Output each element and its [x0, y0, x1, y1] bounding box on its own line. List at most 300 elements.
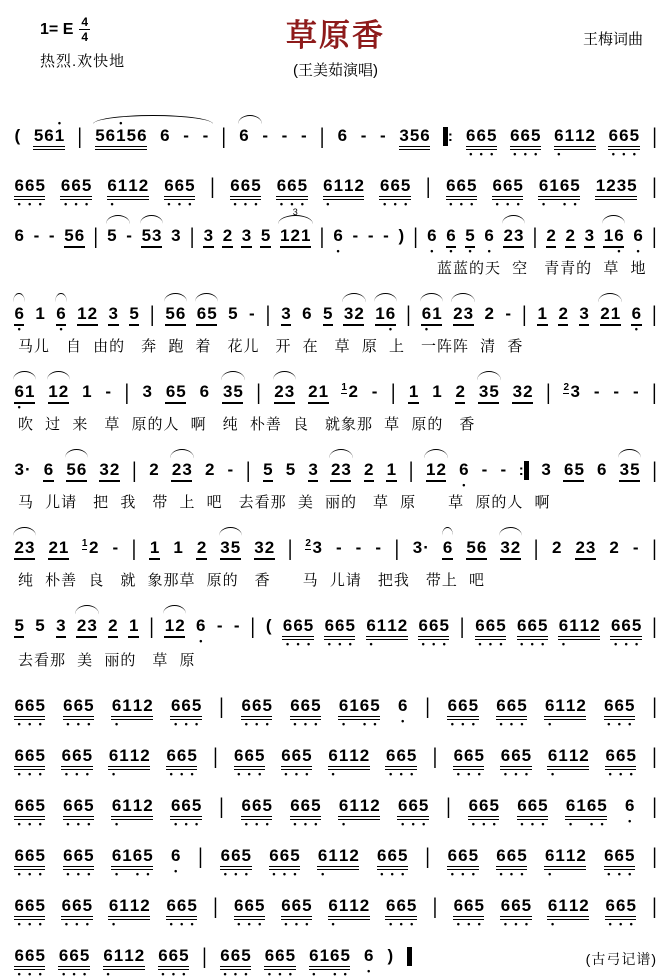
note-token — [14, 304, 24, 334]
note-token — [459, 460, 469, 490]
octave-dot-below: • — [244, 819, 248, 829]
slur-arc — [13, 371, 36, 381]
note-token — [546, 227, 556, 248]
note-token — [222, 227, 232, 248]
slur-arc — [13, 527, 36, 537]
note-group — [475, 616, 506, 649]
octave-dot-below: • — [265, 719, 269, 729]
barline: | — [131, 535, 137, 561]
note-char: 6 • — [633, 226, 643, 256]
note-token — [281, 896, 312, 929]
note-group — [105, 383, 112, 400]
note-token — [302, 305, 312, 322]
octave-dot-below: • — [551, 769, 555, 779]
note-token — [141, 227, 162, 248]
note-char: 2 — [453, 304, 463, 323]
note-char: 2 — [138, 176, 149, 195]
note-char: 1 — [349, 796, 359, 815]
note-char: 1 — [565, 846, 576, 865]
note-char: 5 • — [486, 126, 497, 159]
note-token — [366, 616, 408, 649]
octave-dot-below: • — [72, 969, 76, 979]
octave-dot-below: • — [520, 869, 524, 879]
octave-dot-below: • — [628, 869, 632, 879]
octave-dot-below: • — [516, 199, 520, 209]
note-char: 6 — [175, 304, 186, 323]
note-char: 6 • — [290, 796, 300, 829]
note-char: 6 • — [615, 896, 626, 929]
note-char: 1 — [537, 304, 548, 323]
note-group — [348, 383, 358, 400]
octave-dot-below: • — [38, 819, 42, 829]
note-group — [128, 617, 138, 638]
octave-dot-below: • — [17, 769, 21, 779]
note-token — [323, 176, 365, 209]
note-char: 3 — [585, 538, 596, 557]
note-char: 5 • — [35, 946, 45, 979]
note-token — [538, 176, 580, 209]
note-token — [397, 696, 408, 726]
note-char: 3 — [152, 226, 162, 245]
note-char: 1 — [349, 746, 359, 765]
note-token — [453, 896, 484, 929]
slur-arc — [477, 371, 500, 381]
note-group — [426, 461, 447, 482]
note-group — [603, 226, 624, 256]
note-char: 2 — [58, 382, 69, 401]
octave-dot-below: • — [499, 719, 503, 729]
note-token — [343, 305, 364, 326]
note-token — [282, 616, 314, 649]
note-token — [500, 896, 532, 929]
note-token — [56, 617, 66, 638]
music-symbol — [371, 383, 378, 400]
music-symbol — [500, 461, 507, 478]
barline: | — [210, 173, 215, 199]
note-group — [166, 896, 197, 929]
note-group — [447, 846, 479, 879]
note-char: 5 — [260, 226, 271, 245]
note-token — [517, 796, 548, 829]
octave-dot-below: • — [76, 719, 80, 729]
music-line — [0, 943, 671, 979]
note-group — [129, 305, 139, 326]
music-line — [0, 743, 671, 779]
note-char: 1 — [569, 616, 579, 635]
note-group — [595, 177, 637, 200]
note-group — [605, 896, 636, 929]
slur-arc — [499, 527, 522, 537]
octave-dot-below: • — [477, 769, 481, 779]
octave-dot-below: • — [195, 819, 199, 829]
barline: | — [533, 535, 539, 561]
octave-dot-below: • — [624, 639, 628, 649]
note-group — [517, 616, 548, 649]
music-symbol — [14, 127, 21, 144]
note-token — [453, 746, 484, 779]
note-char: 3 — [56, 616, 66, 635]
octave-dot-below: • — [233, 199, 237, 209]
note-char: 6 • — [24, 176, 35, 209]
note-group — [141, 227, 162, 248]
note-char: 6 — [44, 126, 54, 145]
note-group — [308, 461, 318, 482]
note-char: 1 — [376, 616, 387, 635]
note-char: 5 — [627, 176, 637, 195]
slur-arc — [195, 293, 218, 303]
page-subtitle: (王美茹演唱) — [293, 62, 378, 79]
note-char: 5 • — [406, 746, 417, 779]
note-group — [107, 176, 149, 209]
note-token — [386, 461, 396, 482]
octave-dot-below: • — [608, 769, 612, 779]
octave-dot-below: • — [75, 769, 79, 779]
note-char: 1 — [129, 746, 140, 765]
note-group — [484, 226, 494, 256]
note-char: 1 — [280, 226, 290, 245]
note-group — [610, 616, 642, 649]
note-token — [375, 304, 396, 334]
note-char: 6 • — [446, 176, 456, 209]
note-char: ) — [387, 946, 394, 965]
note-token — [377, 846, 408, 879]
note-char: 6 — [74, 226, 85, 245]
note-char: 2 — [109, 460, 120, 479]
note-token — [241, 696, 272, 729]
note-token — [605, 896, 636, 929]
octave-dot-below: • — [87, 719, 91, 729]
octave-dot-below: • — [548, 869, 552, 879]
note-group — [500, 746, 532, 779]
barline: | — [651, 301, 657, 327]
note-group — [625, 796, 635, 826]
note-char: 6 • — [69, 946, 79, 979]
note-group — [164, 176, 195, 209]
octave-dot-below: • — [114, 719, 119, 729]
octave-dot-below: • — [17, 869, 21, 879]
note-char: 6 • — [614, 226, 624, 256]
note-char: - — [183, 126, 189, 145]
note-token — [77, 305, 98, 326]
music-line — [0, 457, 671, 490]
note-char: 6 • — [281, 896, 291, 929]
octave-dot-below: • — [506, 199, 510, 209]
note-char: 6 • — [605, 746, 615, 779]
octave-dot-below: • — [38, 969, 42, 979]
note-char: 5 • — [82, 746, 93, 779]
octave-dot-below: • — [380, 869, 384, 879]
octave-dot-below: • — [38, 919, 42, 929]
music-symbol — [262, 127, 269, 144]
note-char: 5 • — [340, 946, 350, 979]
note-char: 6 • — [604, 846, 614, 879]
note-char: 6 • — [558, 616, 569, 649]
octave-dot-below: • — [282, 869, 287, 879]
octave-dot-below: • — [561, 639, 566, 649]
barline: | — [221, 123, 227, 149]
note-group — [337, 127, 347, 144]
octave-dot-below: • — [632, 149, 636, 159]
note-group — [455, 383, 465, 404]
note-char: 6 • — [14, 382, 24, 412]
note-group — [276, 176, 308, 209]
note-token — [446, 176, 477, 209]
note-token — [432, 383, 442, 400]
note-char: 6 • — [14, 746, 24, 779]
note-char: 2 — [87, 304, 98, 323]
tuplet-number: 3 — [292, 207, 298, 217]
note-group — [48, 539, 69, 560]
note-group — [35, 617, 45, 634]
note-char: 5 • — [517, 696, 527, 729]
note-char: 5 — [141, 226, 152, 245]
note-token — [35, 617, 45, 634]
note-group — [570, 383, 580, 400]
note-token — [442, 539, 452, 560]
barline: | — [652, 793, 657, 819]
note-token — [563, 461, 584, 482]
octave-dot-below: • — [174, 719, 178, 729]
octave-dot-below: • — [284, 769, 288, 779]
note-group — [14, 127, 21, 144]
note-char: 6 • — [281, 746, 291, 779]
note-char: 6 • — [447, 846, 458, 879]
octave-dot-below: • — [284, 919, 288, 929]
note-group — [517, 796, 548, 829]
note-group — [446, 176, 477, 209]
note-char: 6 • — [453, 746, 464, 779]
note-char: 1 • — [116, 118, 126, 145]
note-token — [281, 746, 312, 779]
octave-dot-below: • — [247, 919, 251, 929]
octave-dot-below: • — [294, 919, 298, 929]
note-token — [465, 226, 475, 256]
note-token — [63, 696, 94, 729]
note-char: 3 — [463, 304, 474, 323]
note-group — [505, 305, 512, 322]
note-token — [66, 461, 87, 482]
note-char: 6 • — [111, 796, 122, 829]
note-char: 1 — [338, 896, 349, 915]
note-char: 5 • — [254, 896, 265, 929]
note-group — [398, 227, 405, 244]
octave-dot-below: • — [534, 149, 538, 159]
barline: | — [219, 693, 224, 719]
note-char: 5 — [207, 304, 217, 323]
note-group — [367, 227, 374, 244]
note-token — [379, 176, 411, 209]
note-char: - — [367, 226, 374, 245]
note-group — [608, 126, 640, 159]
note-group — [387, 947, 394, 964]
slur-arc — [602, 215, 625, 225]
note-char: 1 — [579, 616, 590, 635]
music-symbol — [216, 617, 223, 634]
octave-dot-below: • — [76, 869, 80, 879]
note-group — [111, 846, 153, 879]
note-token — [165, 305, 186, 326]
octave-dot-below: • — [28, 869, 32, 879]
note-char: - — [33, 226, 40, 245]
lyric-line: 吹 过 来 草 原的人 啊 纯 朴善 良 就象那 草 原的 香 — [18, 416, 476, 433]
note-group — [199, 383, 209, 400]
octave-dot-below: • — [184, 719, 188, 729]
octave-dot-below: • — [373, 719, 377, 729]
note-token — [254, 539, 275, 560]
octave-dot-below: • — [64, 919, 68, 929]
octave-dot-below: • — [17, 324, 21, 334]
barline: | — [532, 223, 538, 249]
slur-arc — [598, 293, 621, 303]
note-char: - — [505, 304, 512, 323]
note-token — [397, 796, 429, 829]
note-char: 1 — [555, 696, 565, 715]
note-char: 6 • — [517, 796, 527, 829]
note-group — [360, 127, 367, 144]
octave-dot-below: • — [199, 636, 203, 646]
note-group — [220, 846, 251, 879]
note-group — [82, 383, 92, 400]
note-token — [99, 461, 120, 482]
note-char: 6 • — [328, 746, 338, 779]
note-char: - — [352, 226, 359, 245]
note-group — [355, 539, 362, 556]
slur-arc — [65, 449, 88, 459]
note-token — [33, 118, 65, 150]
note-char: 5 • — [626, 746, 636, 779]
octave-dot-below: • — [182, 969, 186, 979]
octave-dot-below: • — [174, 866, 178, 876]
octave-dot-below: • — [393, 199, 397, 209]
note-token — [547, 746, 589, 779]
note-char: 6 • — [447, 696, 458, 729]
note-char: 5 • — [570, 176, 580, 209]
octave-dot-below: • — [635, 639, 639, 649]
note-char: 6 • — [241, 796, 251, 829]
slur-arc — [442, 527, 454, 537]
note-char: 1 — [122, 846, 132, 865]
note-char: 6 — [137, 126, 147, 145]
note-token — [14, 796, 45, 829]
lyric-line: 马 儿请 把 我 带 上 吧 去看那 美 丽的 草 原 草 原的人 啊 — [18, 494, 551, 511]
note-char: 6 • — [396, 896, 406, 929]
note-char: 6 • — [517, 616, 527, 649]
note-char: 6 • — [421, 304, 432, 334]
note-char: 2 — [609, 538, 619, 557]
octave-dot-below: • — [619, 769, 623, 779]
barline: | — [202, 943, 207, 969]
note-group — [442, 539, 452, 560]
note-token — [484, 305, 494, 322]
note-token — [111, 846, 153, 879]
music-symbol — [387, 947, 394, 964]
note-char: 6 • — [241, 696, 251, 729]
note-group — [58, 946, 90, 979]
octave-dot-below: • — [180, 769, 184, 779]
note-group — [500, 896, 532, 929]
note-token — [166, 896, 197, 929]
note-char: 2 — [576, 696, 586, 715]
octave-dot-below: • — [541, 819, 545, 829]
note-group — [371, 383, 378, 400]
note-group — [593, 383, 600, 400]
octave-dot-below: • — [62, 969, 66, 979]
note-group — [241, 796, 272, 829]
note-char: 6 • — [300, 696, 311, 729]
note-char: - — [48, 226, 55, 245]
note-char: 6 • — [323, 176, 333, 209]
octave-dot-below: • — [38, 199, 42, 209]
note-char: - — [632, 382, 639, 401]
note-char: 6 — [420, 126, 430, 145]
note-char: 6 • — [234, 896, 244, 929]
note-char: 2 — [88, 538, 99, 557]
note-char: 5 • — [191, 696, 202, 729]
note-char: 6 • — [510, 126, 520, 159]
note-group — [312, 539, 322, 556]
note-char: 2 — [579, 746, 589, 765]
note-char: 6 • — [63, 796, 73, 829]
note-char: 6 • — [111, 696, 122, 729]
note-char: 2 — [308, 382, 318, 401]
note-char: 5 — [176, 382, 186, 401]
note-char: 5 — [409, 126, 420, 145]
note-token — [173, 539, 183, 556]
note-token — [260, 227, 270, 248]
note-group — [220, 946, 251, 979]
note-group — [492, 176, 523, 209]
note-char: 5 • — [84, 696, 94, 729]
note-group — [565, 796, 607, 829]
barline: | — [265, 301, 271, 327]
note-char: 6 • — [458, 696, 468, 729]
note-char: - — [632, 538, 639, 557]
note-char: 6 • — [73, 696, 84, 729]
note-char: 6 • — [181, 796, 191, 829]
octave-dot-below: • — [28, 919, 32, 929]
note-char: 2 — [397, 616, 408, 635]
note-char: 6 • — [446, 226, 456, 256]
note-char: 6 • — [230, 176, 240, 209]
note-group — [604, 696, 635, 729]
note-token — [63, 846, 94, 879]
note-char: 6 • — [234, 746, 244, 779]
note-char: 5 — [285, 460, 296, 479]
note-token — [60, 176, 92, 209]
note-token — [447, 696, 479, 729]
note-group — [149, 539, 159, 560]
slur-arc — [238, 115, 262, 125]
octave-dot-below: • — [17, 919, 21, 929]
note-token — [547, 896, 589, 929]
note-char: 5 • — [262, 696, 272, 729]
note-token — [466, 126, 497, 159]
note-char: 5 • — [400, 176, 411, 209]
note-char: 5 — [64, 226, 74, 245]
barline: | — [545, 379, 551, 405]
note-char: 6 • — [502, 176, 513, 209]
music-line — [0, 207, 671, 256]
tempo-marking: 热烈.欢快地 — [40, 53, 126, 70]
note-group — [108, 896, 150, 929]
note-char: ( — [14, 126, 21, 145]
barline: | — [425, 693, 430, 719]
note-group — [375, 539, 382, 556]
note-token — [421, 304, 442, 334]
note-group — [14, 461, 31, 478]
note-char: 5 • — [345, 616, 355, 649]
note-token — [220, 846, 251, 879]
